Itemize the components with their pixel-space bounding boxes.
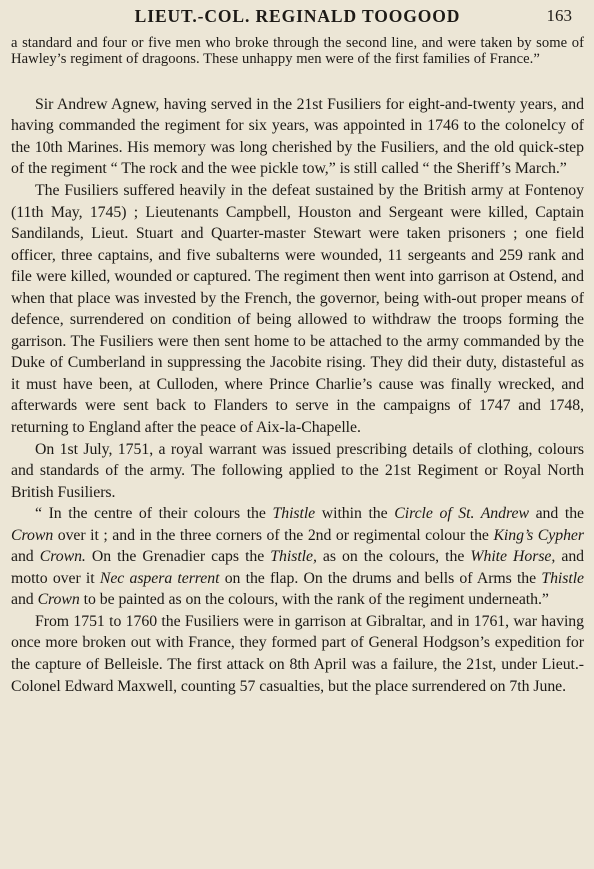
quote-italic: Crown.: [39, 548, 86, 566]
running-head: LIEUT.-COL. REGINALD TOOGOOD: [134, 6, 461, 26]
quote-text: within the: [315, 505, 395, 523]
quote-text: as on the colours, the: [316, 548, 471, 566]
quote-text: over it ; and in the three corners of the 2nd or regimental colour the: [53, 526, 494, 544]
quote-italic: Thistle,: [270, 548, 317, 566]
quote-text: “ In the centre of their colours the: [35, 505, 273, 523]
quote-text: and: [11, 548, 40, 566]
page-number: 163: [546, 6, 572, 25]
paragraph-quote-continuation: a standard and four or five men who broke through the second line, and were taken by some of Hawley’s regiment of dragoons. These unhappy men were of the first families of France.”: [11, 35, 584, 68]
quote-italic: Thistle: [541, 569, 585, 587]
quote-text: On the Grenadier caps the: [85, 548, 271, 566]
paragraph-fontenoy: The Fusiliers suffered heavily in the defeat sustained by the British army at Fontenoy (11th May, 1745) ; Lieutenants Campbell, Houston and Sergeant were killed, Captain Sandilands, Lieut. Stuart and Quarter-master Stewart were taken prisoners ; one field officer, three captains, and five subalterns were wounded, 11 sergeants and 259 rank and file were killed, wounded or captured. The regiment then went into garrison at Ostend, and when that place was invested by the French, the governor, being with-out proper means of defence, surrendered on condition of being allowed to withdraw the troops forming the garrison. The Fusiliers were then sent home to be attached to the army commanded by the Duke of Cumberland in suppressing the Jacobite rising. They did their duty, distasteful as it must have been, at Culloden, where Prince Charlie’s cause was finally wrecked, and afterwards were sent back to Flanders to serve in the campaigns of 1747 and 1748, returning to England after the peace of Aix-la-Chapelle.: [11, 182, 584, 437]
section-gap: [11, 68, 584, 94]
quote-text: and motto over it: [11, 548, 585, 587]
quote-italic: Crown: [11, 526, 54, 544]
quote-italic: King’s Cypher: [493, 526, 584, 544]
body-text: [11, 94, 584, 697]
quote-text: to be painted as on the colours, with the rank of the regiment underneath.”: [79, 591, 549, 609]
quote-italic: Circle of St. Andrew: [394, 505, 529, 523]
quote-text: and the: [528, 505, 585, 523]
paragraph-royal-warrant: On 1st July, 1751, a royal warrant was issued prescribing details of clothing, colours and standards of the army. The following applied to the 21st Regiment or Royal North British Fusiliers.: [11, 440, 584, 501]
quote-italic: White Horse,: [470, 548, 556, 566]
paragraph-gibraltar: From 1751 to 1760 the Fusiliers were in garrison at Gibraltar, and in 1761, war having once more broken out with France, they formed part of General Hodgson’s expedition for the capture of Belleisle. The first attack on 8th April was a failure, the 21st, under Lieut.-Colonel Edward Maxwell, counting 57 casualties, but the place surrendered on 7th June.: [11, 612, 584, 695]
paragraph-agnew: Sir Andrew Agnew, having served in the 21st Fusiliers for eight-and-twenty years, and having commanded the regiment for six years, was appointed in 1746 to the colonelcy of the 10th Marines. His memory was long cherished by the Fusiliers, and the old quick-step of the regiment “ The rock and the wee pickle tow,” is still called “ the Sheriff’s March.”: [11, 95, 584, 178]
quote-text: and: [11, 591, 38, 609]
quote-italic: Crown: [37, 591, 80, 609]
quote-italic: Nec aspera terrent: [99, 569, 220, 587]
quote-italic: Thistle: [272, 505, 316, 523]
quote-text: on the flap. On the drums and bells of Arms the: [219, 569, 542, 587]
paragraph-warrant-quote: [11, 503, 584, 611]
page-header: [11, 0, 584, 34]
